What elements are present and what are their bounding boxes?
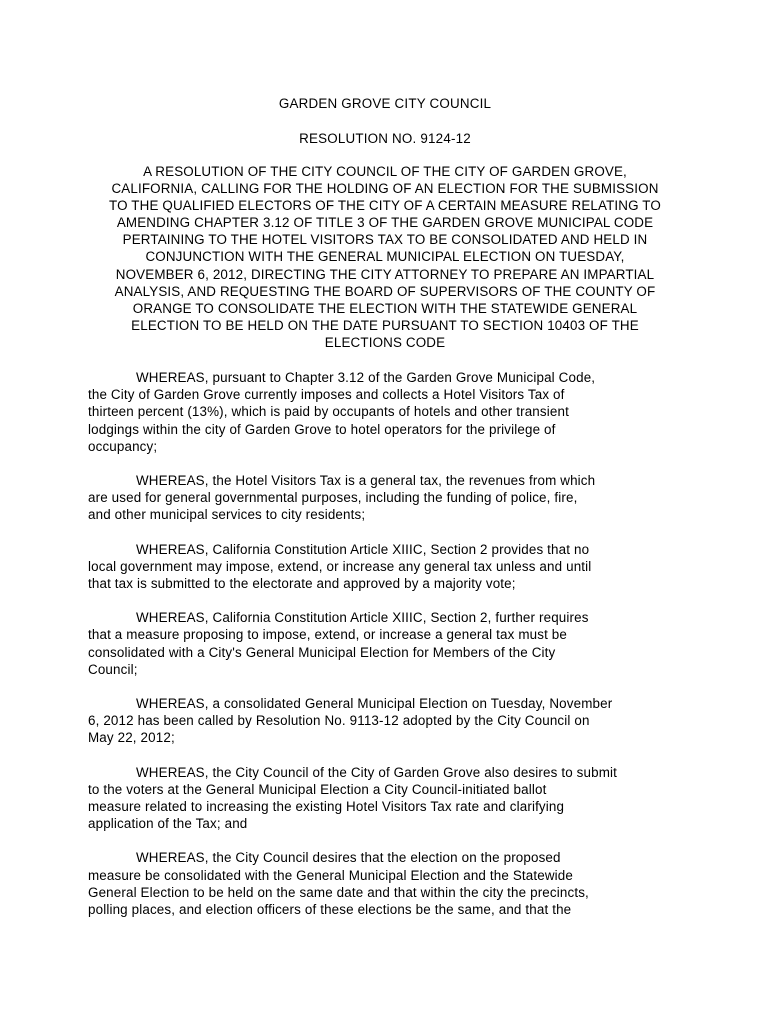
whereas-paragraph-3 <box>88 541 692 593</box>
title-line: ORANGE TO CONSOLIDATE THE ELECTION WITH THE STATEWIDE GENERAL <box>132 300 638 316</box>
title-line: CALIFORNIA, CALLING FOR THE HOLDING OF AN ELECTION FOR THE SUBMISSION <box>111 181 659 197</box>
title-line: CONJUNCTION WITH THE GENERAL MUNICIPAL ELECTION ON TUESDAY, <box>145 249 625 265</box>
paragraph-line: and other municipal services to city residents; <box>88 507 366 523</box>
paragraph-line: measure related to increasing the existing Hotel Visitors Tax rate and clarifying <box>88 799 565 815</box>
title-line: TO THE QUALIFIED ELECTORS OF THE CITY OF A CERTAIN MEASURE RELATING TO <box>109 198 661 214</box>
paragraph-line: WHEREAS, California Constitution Article XIIIC, Section 2 provides that no <box>136 541 590 557</box>
paragraph-line: are used for general governmental purposes, including the funding of police, fire, <box>88 490 578 506</box>
title-line: ELECTION TO BE HELD ON THE DATE PURSUANT TO SECTION 10403 OF THE <box>131 317 639 333</box>
title-line: ANALYSIS, AND REQUESTING THE BOARD OF SUPERVISORS OF THE COUNTY OF <box>114 283 656 299</box>
paragraph-line: that tax is submitted to the electorate and approved by a majority vote; <box>88 576 516 592</box>
whereas-paragraph-5 <box>88 695 692 747</box>
paragraph-line: that a measure proposing to impose, extend, or increase a general tax must be <box>88 627 567 643</box>
paragraph-line: application of the Tax; and <box>88 816 248 832</box>
paragraph-line: Council; <box>88 661 138 677</box>
title-line: A RESOLUTION OF THE CITY COUNCIL OF THE CITY OF GARDEN GROVE, <box>143 164 627 179</box>
paragraph-line: WHEREAS, a consolidated General Municipal Election on Tuesday, November <box>136 696 613 712</box>
title-line: AMENDING CHAPTER 3.12 OF TITLE 3 OF THE GARDEN GROVE MUNICIPAL CODE <box>116 215 654 231</box>
paragraph-line: WHEREAS, the Hotel Visitors Tax is a general tax, the revenues from which <box>136 473 596 489</box>
paragraph-line: General Election to be held on the same date and that within the city the precincts, <box>88 884 589 900</box>
document-body <box>88 369 692 935</box>
paragraph-line: WHEREAS, the City Council of the City of Garden Grove also desires to submit <box>136 764 618 780</box>
resolution-title <box>72 163 698 351</box>
title-line: PERTAINING TO THE HOTEL VISITORS TAX TO BE CONSOLIDATED AND HELD IN <box>122 232 648 248</box>
paragraph-line: consolidated with a City's General Municipal Election for Members of the City <box>88 644 556 660</box>
whereas-paragraph-6 <box>88 764 692 833</box>
paragraph-line: polling places, and election officers of these elections be the same, and that the <box>88 902 572 918</box>
title-line: ELECTIONS CODE <box>324 334 446 350</box>
whereas-paragraph-2 <box>88 472 692 524</box>
paragraph-line: the City of Garden Grove currently imposes and collects a Hotel Visitors Tax of <box>88 387 565 403</box>
title-line: NOVEMBER 6, 2012, DIRECTING THE CITY ATTORNEY TO PREPARE AN IMPARTIAL <box>115 266 655 282</box>
council-heading: GARDEN GROVE CITY COUNCIL <box>278 96 492 111</box>
paragraph-line: 6, 2012 has been called by Resolution No. 9113-12 adopted by the City Council on <box>88 713 590 729</box>
whereas-paragraph-4 <box>88 609 692 678</box>
paragraph-line: thirteen percent (13%), which is paid by occupants of hotels and other transient <box>88 404 569 420</box>
resolution-number: RESOLUTION NO. 9124-12 <box>299 131 471 146</box>
whereas-paragraph-7 <box>88 849 692 918</box>
paragraph-line: WHEREAS, the City Council desires that the election on the proposed <box>136 850 561 866</box>
paragraph-line: WHEREAS, California Constitution Article XIIIC, Section 2, further requires <box>136 610 589 626</box>
paragraph-line: to the voters at the General Municipal Election a City Council-initiated ballot <box>88 781 547 797</box>
paragraph-line: measure be consolidated with the General Municipal Election and the Statewide <box>88 867 573 883</box>
paragraph-line: WHEREAS, pursuant to Chapter 3.12 of the Garden Grove Municipal Code, <box>136 370 596 385</box>
paragraph-line: May 22, 2012; <box>88 730 175 746</box>
paragraph-line: occupancy; <box>88 438 158 454</box>
paragraph-line: local government may impose, extend, or increase any general tax unless and until <box>88 558 592 574</box>
paragraph-line: lodgings within the city of Garden Grove to hotel operators for the privilege of <box>88 421 556 437</box>
whereas-paragraph-1 <box>88 369 692 455</box>
